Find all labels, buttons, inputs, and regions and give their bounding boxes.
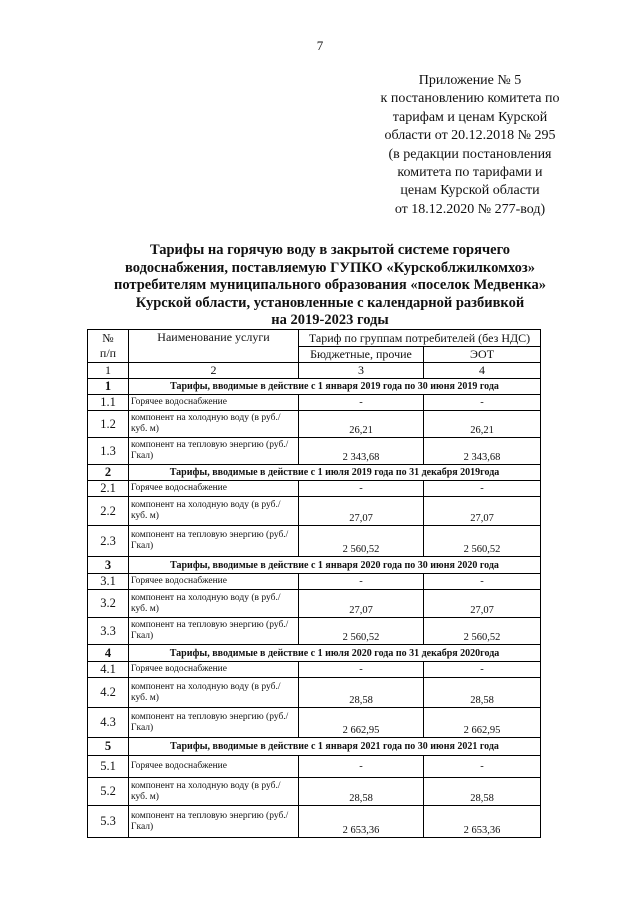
eot-value: 2 560,52 xyxy=(424,618,541,645)
table-row xyxy=(88,574,541,590)
eot-value: 2 560,52 xyxy=(424,526,541,557)
title-line: водоснабжения, поставляемую ГУПКО «Курскоблжилкомхоз» xyxy=(125,259,535,276)
row-number: 1.3 xyxy=(88,438,129,465)
section-number: 2 xyxy=(88,465,129,481)
row-number: 4.1 xyxy=(88,662,129,678)
eot-value: - xyxy=(424,574,541,590)
table-row xyxy=(88,756,541,778)
service-name: компонент на тепловую энергию (руб./Гкал) xyxy=(129,708,299,738)
table-row xyxy=(88,395,541,411)
eot-value: 28,58 xyxy=(424,778,541,806)
eot-value: - xyxy=(424,481,541,497)
service-name: Горячее водоснабжение xyxy=(129,481,299,497)
budget-value: 26,21 xyxy=(299,411,424,438)
table-row xyxy=(88,708,541,738)
budget-value: 2 560,52 xyxy=(299,618,424,645)
table-row xyxy=(88,778,541,806)
appendix-line: (в редакции постановления xyxy=(388,146,552,162)
header-num-cell xyxy=(88,330,129,363)
appendix-line: области от 20.12.2018 № 295 xyxy=(384,128,556,144)
header-budget-cell: Бюджетные, прочие xyxy=(299,347,424,363)
budget-value: 2 343,68 xyxy=(299,438,424,465)
service-name: компонент на тепловую энергию (руб./Гкал) xyxy=(129,438,299,465)
budget-value: 2 560,52 xyxy=(299,526,424,557)
index-cell: 1 xyxy=(88,363,129,379)
service-name: Горячее водоснабжение xyxy=(129,756,299,778)
appendix-line: комитета по тарифами и xyxy=(397,165,543,181)
table-row xyxy=(88,526,541,557)
service-name: компонент на тепловую энергию (руб./Гкал) xyxy=(129,618,299,645)
appendix-line: ценам Курской области xyxy=(400,183,540,199)
service-name: Горячее водоснабжение xyxy=(129,574,299,590)
budget-value: - xyxy=(299,574,424,590)
eot-value: - xyxy=(424,662,541,678)
section-title: Тарифы, вводимые в действие с 1 июля 2020 года по 31 декабря 2020года xyxy=(129,645,541,662)
service-name: компонент на холодную воду (в руб./куб. м) xyxy=(129,497,299,526)
service-name: компонент на тепловую энергию (руб./Гкал) xyxy=(129,526,299,557)
service-name: компонент на холодную воду (в руб./куб. м) xyxy=(129,411,299,438)
eot-value: 28,58 xyxy=(424,678,541,708)
service-name: Горячее водоснабжение xyxy=(129,662,299,678)
table-row xyxy=(88,806,541,838)
service-name: компонент на холодную воду (в руб./куб. м) xyxy=(129,590,299,618)
budget-value: 2 653,36 xyxy=(299,806,424,838)
table-row xyxy=(88,411,541,438)
appendix-line: от 18.12.2020 № 277-вод) xyxy=(394,201,546,217)
budget-value: 28,58 xyxy=(299,778,424,806)
appendix-block xyxy=(370,72,570,219)
row-number: 3.2 xyxy=(88,590,129,618)
table-row xyxy=(88,662,541,678)
budget-value: - xyxy=(299,481,424,497)
budget-value: - xyxy=(299,756,424,778)
title-line: на 2019-2023 годы xyxy=(271,312,389,328)
table-row xyxy=(88,438,541,465)
index-row xyxy=(88,363,541,379)
table-header-row xyxy=(88,330,541,347)
section-number: 3 xyxy=(88,557,129,574)
eot-value: 26,21 xyxy=(424,411,541,438)
header-tariff-group-cell: Тариф по группам потребителей (без НДС) xyxy=(299,330,541,347)
section-number: 1 xyxy=(88,379,129,395)
eot-value: 27,07 xyxy=(424,590,541,618)
budget-value: 28,58 xyxy=(299,678,424,708)
section-title: Тарифы, вводимые в действие с 1 января 2020 года по 30 июня 2020 года xyxy=(129,557,541,574)
service-name: компонент на тепловую энергию (руб./Гкал) xyxy=(129,806,299,838)
section-title: Тарифы, вводимые в действие с 1 января 2021 года по 30 июня 2021 года xyxy=(129,738,541,756)
section-header-row xyxy=(88,557,541,574)
table-row xyxy=(88,481,541,497)
service-name: Горячее водоснабжение xyxy=(129,395,299,411)
section-title: Тарифы, вводимые в действие с 1 января 2019 года по 30 июня 2019 года xyxy=(129,379,541,395)
row-number: 3.3 xyxy=(88,618,129,645)
table-row xyxy=(88,590,541,618)
eot-value: 2 653,36 xyxy=(424,806,541,838)
section-number: 5 xyxy=(88,738,129,756)
row-number: 2.1 xyxy=(88,481,129,497)
section-header-row xyxy=(88,379,541,395)
title-line: потребителям муниципального образования «поселок Медвенка» xyxy=(114,277,546,293)
section-header-row xyxy=(88,645,541,662)
budget-value: 27,07 xyxy=(299,590,424,618)
service-name: компонент на холодную воду (в руб./куб. м) xyxy=(129,678,299,708)
header-num-line2: п/п xyxy=(99,346,117,360)
budget-value: 2 662,95 xyxy=(299,708,424,738)
budget-value: - xyxy=(299,662,424,678)
budget-value: 27,07 xyxy=(299,497,424,526)
row-number: 5.2 xyxy=(88,778,129,806)
row-number: 1.1 xyxy=(88,395,129,411)
title-line: Курской области, установленные с календарной разбивкой xyxy=(135,294,525,311)
tariff-table xyxy=(87,329,541,838)
index-cell: 2 xyxy=(129,363,299,379)
eot-value: 2 343,68 xyxy=(424,438,541,465)
table-row xyxy=(88,497,541,526)
section-header-row xyxy=(88,738,541,756)
budget-value: - xyxy=(299,395,424,411)
appendix-line: Приложение № 5 xyxy=(418,73,522,88)
eot-value: 27,07 xyxy=(424,497,541,526)
row-number: 5.1 xyxy=(88,756,129,778)
section-number: 4 xyxy=(88,645,129,662)
row-number: 1.2 xyxy=(88,411,129,438)
row-number: 2.2 xyxy=(88,497,129,526)
row-number: 4.2 xyxy=(88,678,129,708)
header-num-line1: № xyxy=(102,331,114,345)
appendix-line: тарифам и ценам Курской xyxy=(392,109,548,125)
eot-value: 2 662,95 xyxy=(424,708,541,738)
row-number: 4.3 xyxy=(88,708,129,738)
service-name: компонент на холодную воду (в руб./куб. м) xyxy=(129,778,299,806)
page-number: 7 xyxy=(316,38,324,53)
header-service-cell: Наименование услуги xyxy=(129,330,299,363)
index-cell: 4 xyxy=(424,363,541,379)
table-row xyxy=(88,618,541,645)
table-row xyxy=(88,678,541,708)
eot-value: - xyxy=(424,395,541,411)
row-number: 5.3 xyxy=(88,806,129,838)
appendix-line: к постановлению комитета по xyxy=(380,91,560,107)
row-number: 2.3 xyxy=(88,526,129,557)
row-number: 3.1 xyxy=(88,574,129,590)
section-header-row xyxy=(88,465,541,481)
index-cell: 3 xyxy=(299,363,424,379)
eot-value: - xyxy=(424,756,541,778)
title-line: Тарифы на горячую воду в закрытой системе горячего xyxy=(149,242,511,258)
section-title: Тарифы, вводимые в действие с 1 июля 2019 года по 31 декабря 2019года xyxy=(129,465,541,481)
document-title xyxy=(80,242,580,330)
header-eot-cell: ЭОТ xyxy=(424,347,541,363)
